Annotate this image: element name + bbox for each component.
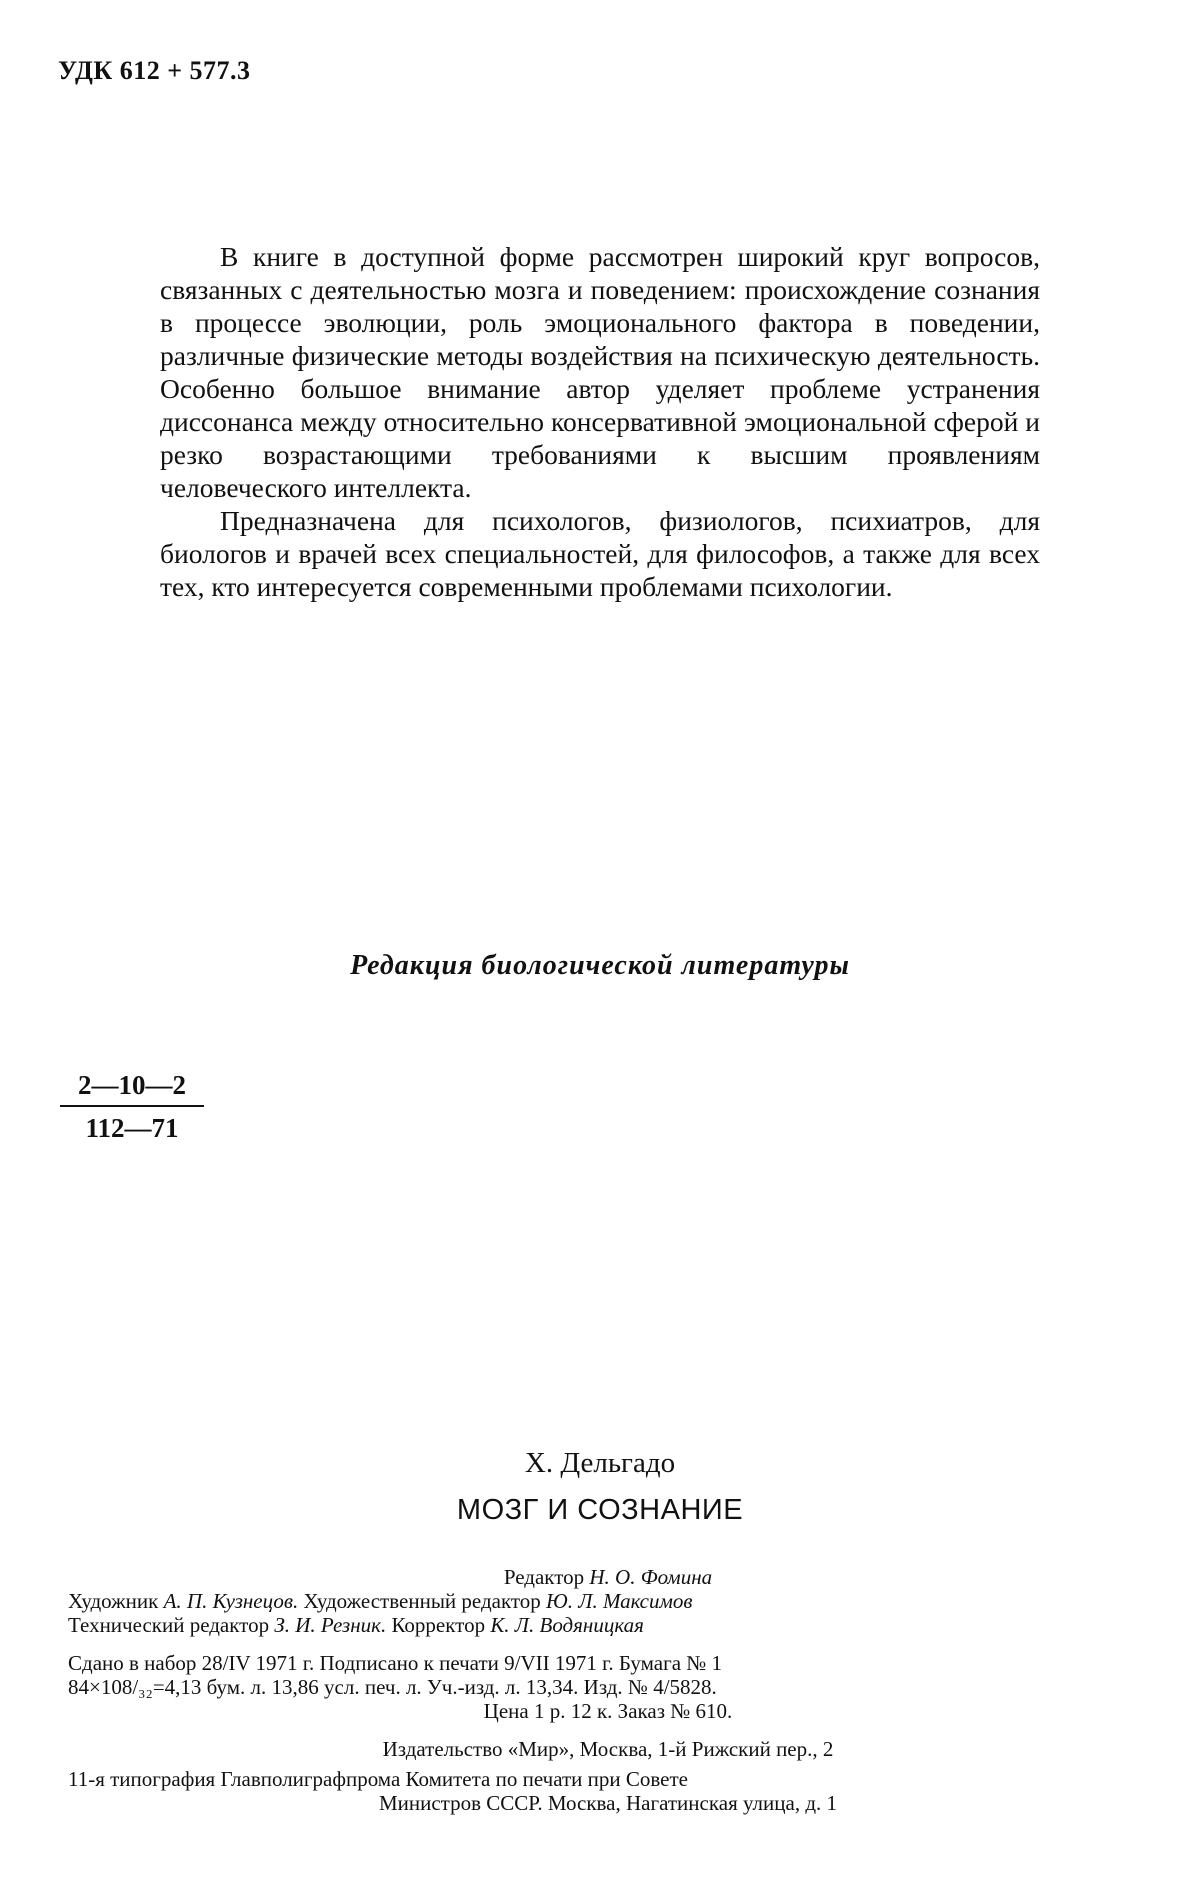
editor-label: Редактор: [503, 1565, 585, 1589]
art-editor-credit: [304, 1589, 693, 1613]
book-title: МОЗГ И СОЗНАНИЕ: [456, 1494, 744, 1526]
tech-editor-label: Технический редактор: [68, 1613, 270, 1637]
printer-line-2: Министров СССР. Москва, Нагатинская улица, д. 1: [378, 1791, 838, 1815]
colophon: [68, 1565, 1148, 1815]
tech-editor-credit: [68, 1613, 391, 1637]
index-code-numerator: 2—10—2: [60, 1070, 204, 1107]
abstract-paragraph-2: Предназначена для психологов, физиологов, психиатров, для биологов и врачей всех специальностей, для философов, а также для всех тех, кто интересуется современными проблемами психологии.: [160, 505, 1040, 602]
tech-editor-line: [68, 1613, 1148, 1637]
art-editor-name: Ю. Л. Максимов: [546, 1589, 693, 1613]
artist-name: А. П. Кузнецов.: [163, 1589, 299, 1613]
corrector-name: К. Л. Водяницкая: [490, 1613, 644, 1637]
art-editor-label: Художественный редактор: [303, 1589, 541, 1613]
publisher-line: Издательство «Мир», Москва, 1-й Рижский пер., 2: [382, 1737, 834, 1761]
abstract: [160, 240, 1040, 603]
author: Х. Дельгадо: [524, 1447, 676, 1479]
print-line-1: Сдано в набор 28/IV 1971 г. Подписано к печати 9/VII 1971 г. Бумага № 1: [68, 1651, 723, 1675]
corrector-label: Корректор: [391, 1613, 486, 1637]
price-line: Цена 1 р. 12 к. Заказ № 610.: [483, 1699, 733, 1723]
artist-credit: [68, 1589, 304, 1613]
artist-line: [68, 1589, 1148, 1613]
printer-line-1: 11-я типография Главполиграфпрома Комитета по печати при Совете: [68, 1767, 688, 1791]
index-code: [60, 1070, 204, 1144]
redaction-line: Редакция биологической литературы: [350, 950, 850, 981]
print-line-2: 84×108/₃₂=4,13 бум. л. 13,86 усл. печ. л. Уч.-изд. л. 13,34. Изд. № 4/5828.: [68, 1675, 717, 1699]
editor-name: Н. О. Фомина: [589, 1565, 713, 1589]
artist-label: Художник: [68, 1589, 159, 1613]
editor-line: [68, 1565, 1148, 1589]
abstract-paragraph-1: В книге в доступной форме рассмотрен широкий круг вопросов, связанных с деятельностью мозга и поведением: происхождение сознания в процессе эволюции, роль эмоционального фактора в поведении, различные физические методы воздействия на психическую деятельность. Особенно большое внимание автор уделяет проблеме устранения диссонанса между относительно консервативной эмоциональной сферой и резко возрастающими требованиями к высшим проявлениям человеческого интеллекта.: [160, 241, 1040, 503]
udk-code: УДК 612 + 577.3: [58, 56, 251, 85]
index-code-denominator: 112—71: [85, 1113, 179, 1143]
tech-editor-name: З. И. Резник.: [274, 1613, 387, 1637]
corrector-credit: [391, 1613, 643, 1637]
